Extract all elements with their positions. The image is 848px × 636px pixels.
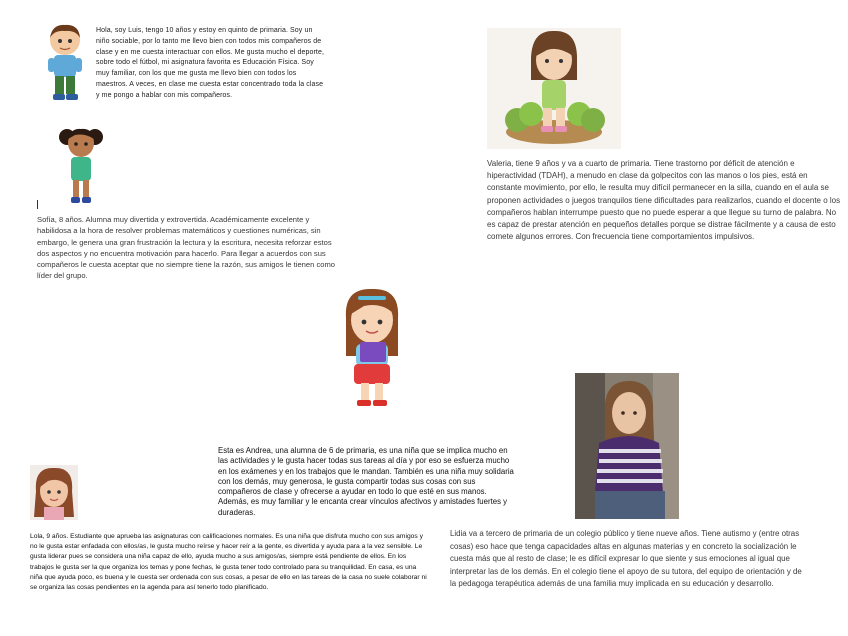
profile-text-sofia: Sofía, 8 años. Alumna muy divertida y extrovertida. Académicamente excelente y habilidosa a la hora de resolver problemas matemáticos y cuestiones numéricas, sin embargo, le genera una gran frustración la lectura y la escritura, necesita reforzar estos dos aspectos y no encuentra motivación para hacerlo. Para llegar a acuerdos con sus compañeros le cuesta aceptar que no siempre tiene la razón, sus amigos le tienen como líder del grupo. — [37, 215, 336, 281]
profile-text-lola: Lola, 9 años. Estudiante que aprueba las asignaturas con calificaciones normales. Es una niña que disfruta mucho con sus amigos y no le gusta estar enfadada con ellos/as, le gusta mucho reírse y hacer reír a la gente, es divertida y ayuda para a la vez sensible. Le gusta liderar pues se considera una niña capaz de ello, ayuda mucho a sus amigos/as, siempre está pendiente de ellos. En los trabajos le gusta ser la que organiza los temas y pone fechas, le gusta tener todo controlado para su tranquilidad. En casa, es una niña que ayuda poco, es buena y le cuesta ser ordenada con sus cosas, a pesar de ello en las tareas de la casa no suele colaborar ni se organiza las cosas pendientes en la agenda para así tenerlo todo planificado. — [30, 533, 427, 592]
profile-text-luis: Hola, soy Luis, tengo 10 años y estoy en quinto de primaria. Soy un niño sociable, por lo tanto me llevo bien con todos mis compañeros de clase y en me cuesta interactuar con ellos. Me gusta mucho el deporte, sobre todo el fútbol, mi asignatura favorita es Educación Física. Soy muy familiar, con los que me gusta me llevo bien con todos los maestros. A veces, en clase me cuesta estar concentrado toda la clase y me pongo a hablar con mis compañeros. — [96, 27, 325, 99]
boy-illustration — [42, 22, 88, 104]
girl-standing-illustration — [55, 125, 107, 207]
girl-avatar-illustration — [30, 465, 78, 520]
profile-text-valeria: Valeria, tiene 9 años y va a cuarto de primaria. Tiene trastorno por déficit de atención e hiperactividad (TDAH), a menudo en clase da golpecitos con las manos o los pies, está en constante movimiento, por ello, le resulta muy difícil permanecer en la silla, cuando en el aula se proponen actividades o juegos tranquilos tiene dificultades para realizarlos, cuando el docente o los compañeros hablan interrumpe puesto que no puede esperar a que llegue su turno de palabra. No es capaz de prestar atención en pequeños detalles porque se distrae fácilmente y a causa de esto comete algunos errores. Con frecuencia tiene comportamientos impulsivos. — [487, 159, 841, 242]
girl-in-garden-illustration — [487, 28, 621, 149]
profile-text-lidia: Lidia va a tercero de primaria de un colegio público y tiene nueve años. Tiene autismo y (entre otras cosas) eso hace que tenga capacidades altas en algunas materias y en concreto la socialización le cuesta más que al resto de clase; le es difícil expresar lo que siente y sus emociones al igual que interpretar las de los demás. En el colegio tiene el apoyo de su tutora, del equipo de orientación y de la pedagoga terapéutica además de una familia muy implicada en su educación y desarrollo. — [450, 529, 802, 589]
girl-photo — [575, 373, 679, 519]
text-cursor — [37, 200, 38, 209]
girl-with-book-illustration — [338, 286, 406, 412]
profile-text-andrea: Esta es Andrea, una alumna de 6 de primaria, es una niña que se implica mucho en las actividades y le gusta hacer todas sus tareas al día y por eso se esfuerza mucho en los exámenes y en los trabajos que le mandan. También es una niña muy solidaria con los demás, muy generosa, le gusta compartir todas sus cosas con sus compañeros de clase y ofrecerse a ayudar en todo lo que esté en sus manos. Además, es muy familiar y le encanta crear vínculos afectivos y amistades fuertes y duraderas. — [218, 446, 514, 517]
